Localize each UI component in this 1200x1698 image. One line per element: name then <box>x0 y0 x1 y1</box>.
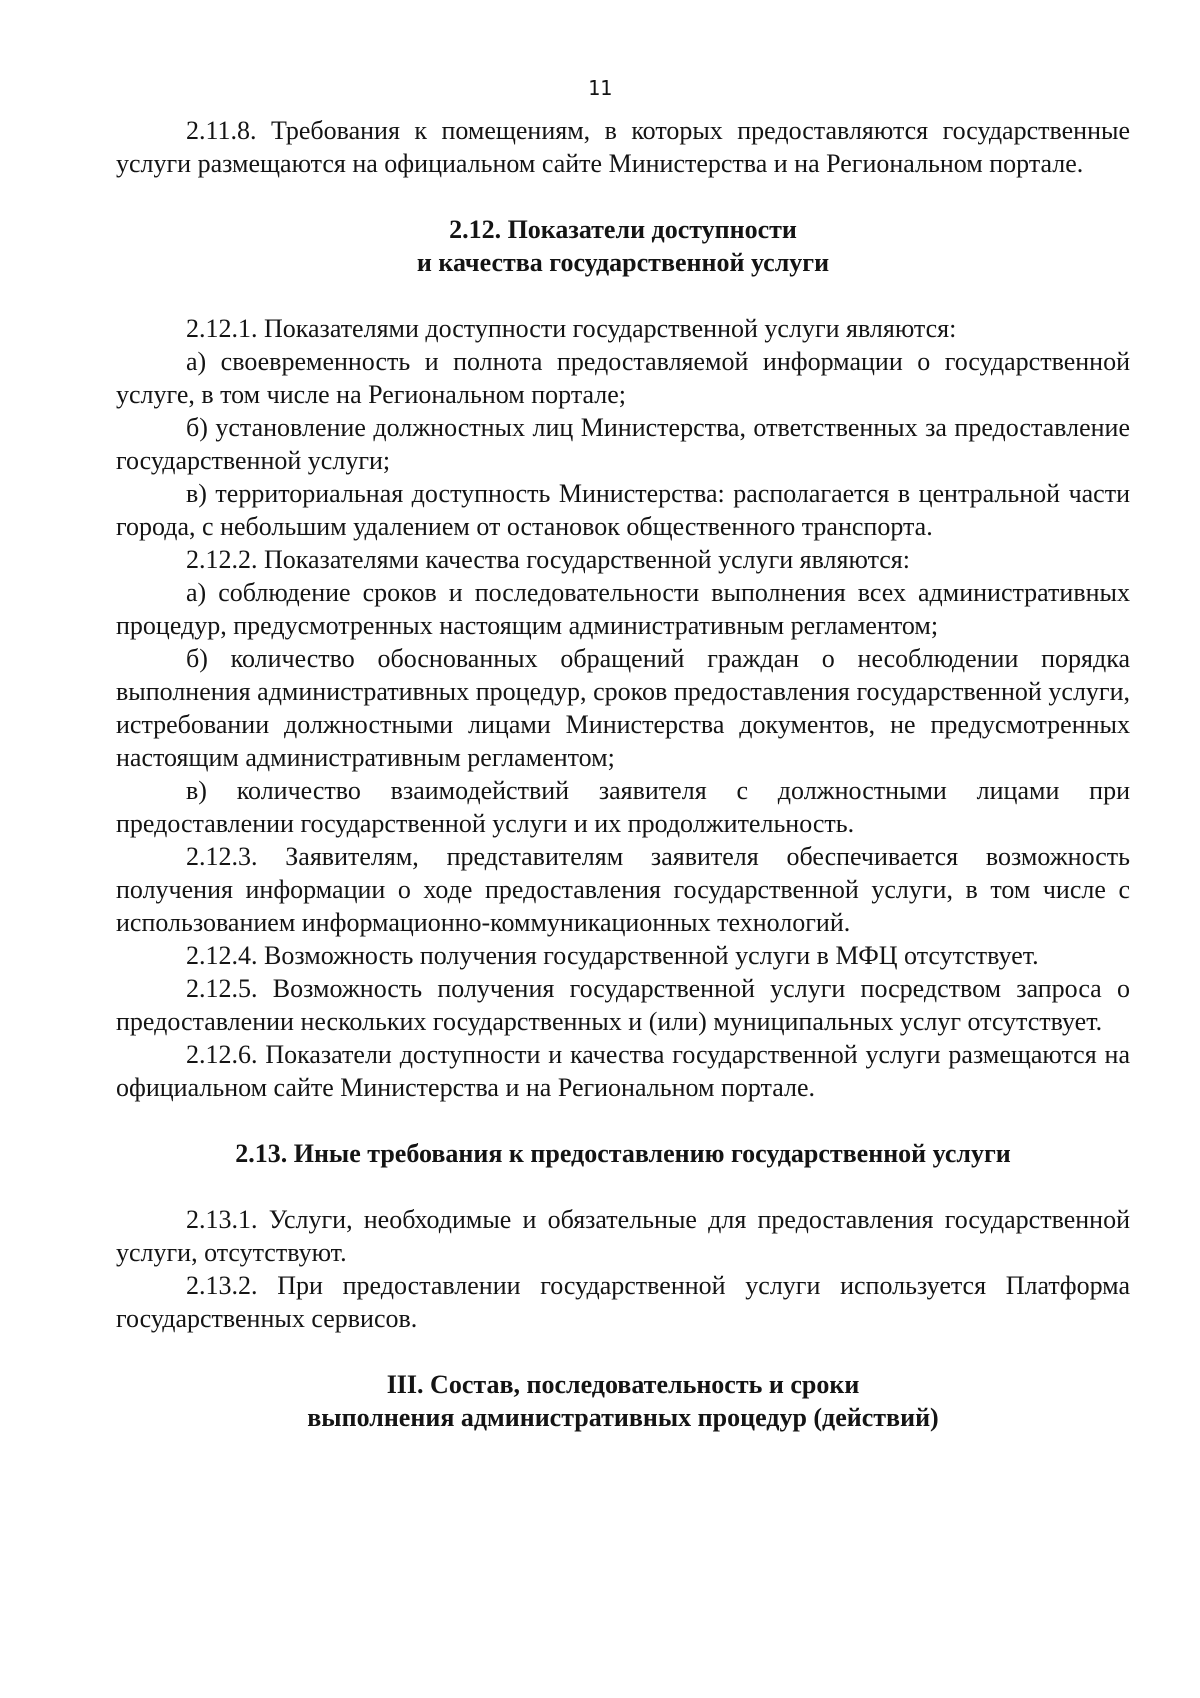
list-item-2-12-2-v: в) количество взаимодействий заявителя с должностными лицами при предоставлении государственной услуги и их продолжительность. <box>116 776 1130 838</box>
paragraph-2-11-8: 2.11.8. Требования к помещениям, в которых предоставляются государственные услуги размещаются на официальном сайте Министерства и на Региональном портале. <box>116 116 1130 178</box>
document-body <box>116 114 1130 1434</box>
chapter-heading-iii-line2: выполнения административных процедур (действий) <box>307 1403 939 1432</box>
spacer <box>116 1170 1130 1203</box>
list-item-2-12-2-b: б) количество обоснованных обращений граждан о несоблюдении порядка выполнения административных процедур, сроков предоставления государственной услуги, истребовании должностными лицами Министерства документов, не предусмотренных настоящим административным регламентом; <box>116 644 1130 772</box>
page-number: 11 <box>587 76 613 100</box>
list-item-2-12-1-v: в) территориальная доступность Министерства: располагается в центральной части города, с небольшим удалением от остановок общественного транспорта. <box>116 479 1130 541</box>
list-item-2-12-1-b: б) установление должностных лиц Министерства, ответственных за предоставление государственной услуги; <box>116 413 1130 475</box>
paragraph-2-12-4: 2.12.4. Возможность получения государственной услуги в МФЦ отсутствует. <box>186 941 1039 970</box>
paragraph-2-12-1: 2.12.1. Показателями доступности государственной услуги являются: <box>186 314 957 343</box>
paragraph-2-12-5: 2.12.5. Возможность получения государственной услуги посредством запроса о предоставлении нескольких государственных и (или) муниципальных услуг отсутствует. <box>116 974 1130 1036</box>
paragraph-2-12-2: 2.12.2. Показателями качества государственной услуги являются: <box>186 545 910 574</box>
paragraph-2-13-2: 2.13.2. При предоставлении государственной услуги используется Платформа государственных сервисов. <box>116 1271 1130 1333</box>
spacer <box>116 180 1130 213</box>
paragraph-2-13-1: 2.13.1. Услуги, необходимые и обязательные для предоставления государственной услуги, отсутствуют. <box>116 1205 1130 1267</box>
list-item-2-12-2-a: а) соблюдение сроков и последовательности выполнения всех административных процедур, предусмотренных настоящим административным регламентом; <box>116 578 1130 640</box>
spacer <box>116 1335 1130 1368</box>
section-heading-2-13: 2.13. Иные требования к предоставлению государственной услуги <box>235 1139 1011 1168</box>
spacer <box>116 1104 1130 1137</box>
list-item-2-12-1-a: а) своевременность и полнота предоставляемой информации о государственной услуге, в том числе на Региональном портале; <box>116 347 1130 409</box>
paragraph-2-12-6: 2.12.6. Показатели доступности и качества государственной услуги размещаются на официальном сайте Министерства и на Региональном портале. <box>116 1040 1130 1102</box>
paragraph-2-12-3: 2.12.3. Заявителям, представителям заявителя обеспечивается возможность получения информации о ходе предоставления государственной услуги, в том числе с использованием информационно-коммуникационных технологий. <box>116 842 1130 937</box>
spacer <box>116 279 1130 312</box>
section-heading-2-12-line1: 2.12. Показатели доступности <box>449 215 797 244</box>
section-heading-2-12-line2: и качества государственной услуги <box>416 248 830 277</box>
chapter-heading-iii-line1: III. Состав, последовательность и сроки <box>386 1370 860 1399</box>
